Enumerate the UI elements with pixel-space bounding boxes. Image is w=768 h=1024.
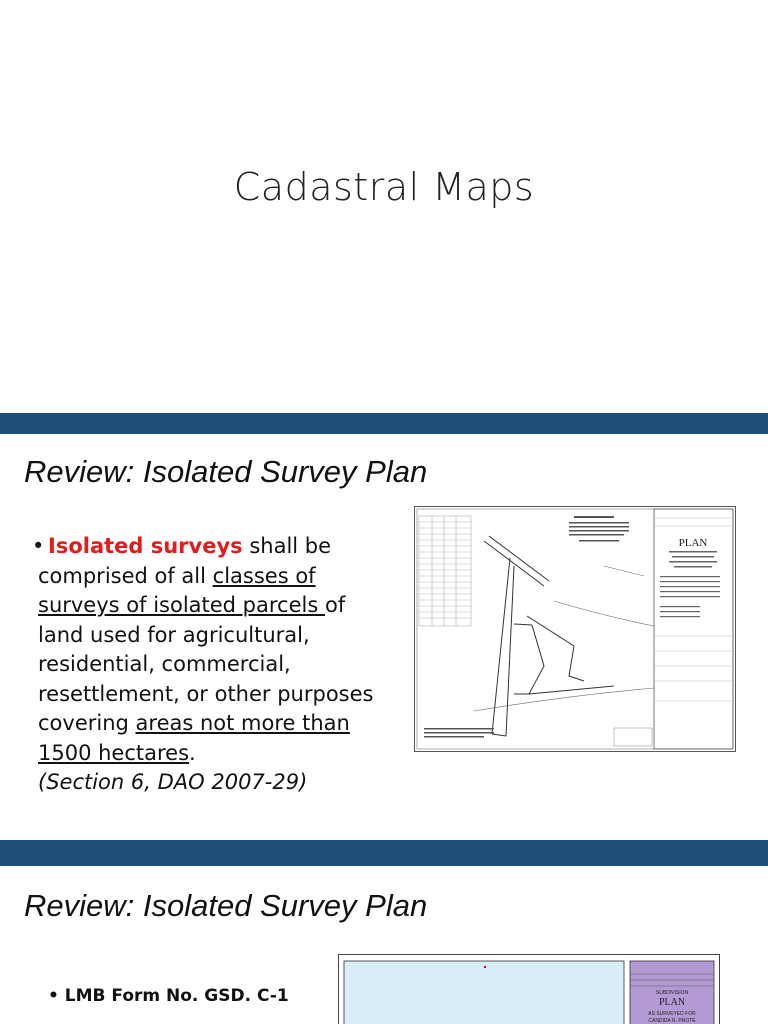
bullet-text-2: of land used for agricultural, residential, commercial, resettlement, or other purposes covering: [38, 593, 374, 735]
underlined-phrase-2: areas not more than 1500 hectares: [38, 711, 350, 765]
plan2-line-3: AS SURVEYED FOR: [648, 1011, 696, 1017]
review-slide: [0, 434, 768, 840]
plan2-line-1: SUBDIVISION: [655, 990, 689, 996]
citation: (Section 6, DAO 2007-29): [38, 770, 308, 794]
slide-title: Cadastral Maps: [233, 165, 535, 209]
plan-label: PLAN: [678, 537, 708, 549]
underlined-phrase-1: classes of surveys of isolated parcels: [38, 563, 325, 617]
subdivision-plan-image: [338, 954, 720, 1024]
review-slide-2: [0, 866, 768, 1024]
slide-divider-band: [0, 413, 768, 434]
bullet-text-1: shall be comprised of all: [38, 534, 332, 588]
bullet-text-3: .: [189, 740, 196, 765]
slide-heading: Review: Isolated Survey Plan: [24, 454, 428, 489]
bullet-paragraph: [32, 532, 388, 798]
highlight-term: Isolated surveys: [48, 534, 243, 558]
plan2-line-2: PLAN: [658, 997, 686, 1008]
slide-heading: Review: Isolated Survey Plan: [24, 888, 428, 923]
slide-divider-band: [0, 840, 768, 866]
bullet-item: • LMB Form No. GSD. C-1: [48, 986, 289, 1006]
bullet-marker: •: [32, 534, 45, 558]
title-slide: [0, 0, 768, 413]
survey-plan-image: [414, 506, 736, 752]
plan2-line-4: CANDIDA R. PROTE: [648, 1018, 696, 1024]
